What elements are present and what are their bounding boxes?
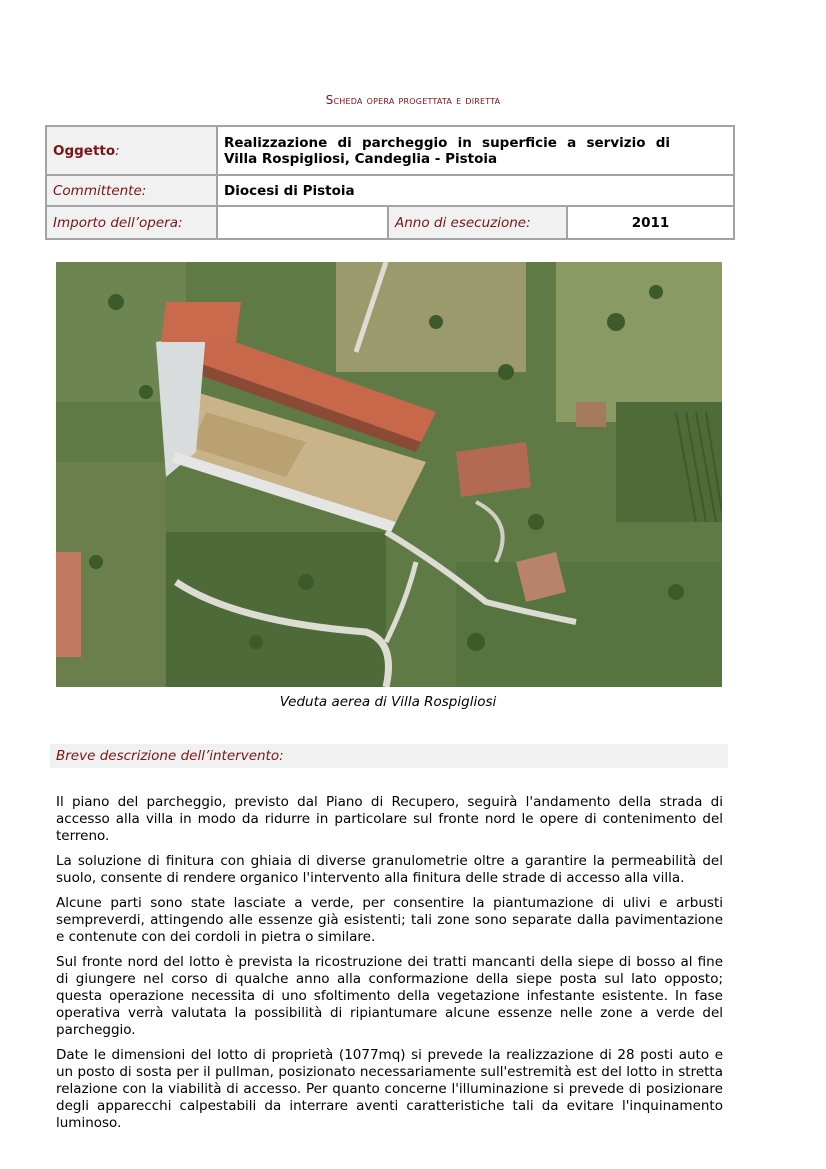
oggetto-value: Realizzazione di parcheggio in superficie a servizio di Villa Rospigliosi, Candeglia - Pistoia [217, 126, 734, 175]
page-header: Scheda opera progettata e diretta [325, 93, 501, 107]
paragraph: La soluzione di finitura con ghiaia di diverse granulometrie oltre a garantire la permeabilità del suolo, consente di rendere organico l'intervento alla finitura delle strade di accesso alla villa. [56, 853, 723, 886]
row-committente [46, 175, 734, 206]
committente-label: Committente: [46, 175, 217, 206]
section-title: Breve descrizione dell’intervento: [50, 744, 728, 768]
paragraph: Date le dimensioni del lotto di proprietà (1077mq) si prevede la realizzazione di 28 posti auto e un posto di sosta per il pullman, posizionato necessariamente sull'estremità est del lotto in stretta relazione con la viabilità di accesso. Per quanto concerne l'illuminazione si prevede di posizionare degli apparecchi calpestabili da interrare aventi caratteristiche tali da evitare l'inquinamento luminoso. [56, 1047, 723, 1131]
row-oggetto [46, 126, 734, 175]
oggetto-label: Oggetto: [46, 126, 217, 175]
paragraph: Il piano del parcheggio, previsto dal Piano di Recupero, seguirà l'andamento della strada di accesso alla villa in modo da ridurre in particolare sul fronte nord le opere di contenimento del terreno. [56, 794, 723, 844]
importo-label: Importo dell’opera: [46, 206, 217, 239]
anno-label: Anno di esecuzione: [388, 206, 567, 239]
paragraph: Alcune parti sono state lasciate a verde, per consentire la piantumazione di ulivi e arbusti sempreverdi, attingendo alle essenze già esistenti; tali zone sono separate dalla pavimentazione e contenute con dei cordoli in pietra o similare. [56, 895, 723, 945]
project-info-table [45, 125, 735, 240]
row-importo [46, 206, 734, 239]
paragraph: Sul fronte nord del lotto è prevista la ricostruzione dei tratti mancanti della siepe di bosso al fine di giungere nel corso di qualche anno alla conformazione della siepe posta sul lato opposto; questa operazione necessita di uno sfoltimento della vegetazione infestante esistente. In fase operativa verrà valutata la possibilità di ripiantumare alcune essenze nelle zone a verde del parcheggio. [56, 954, 723, 1038]
committente-value: Diocesi di Pistoia [217, 175, 734, 206]
photo-caption: Veduta aerea di Villa Rospigliosi [279, 694, 497, 710]
importo-value [217, 206, 388, 239]
aerial-photo [56, 262, 722, 687]
anno-value: 2011 [567, 206, 734, 239]
description-body [56, 794, 723, 1140]
